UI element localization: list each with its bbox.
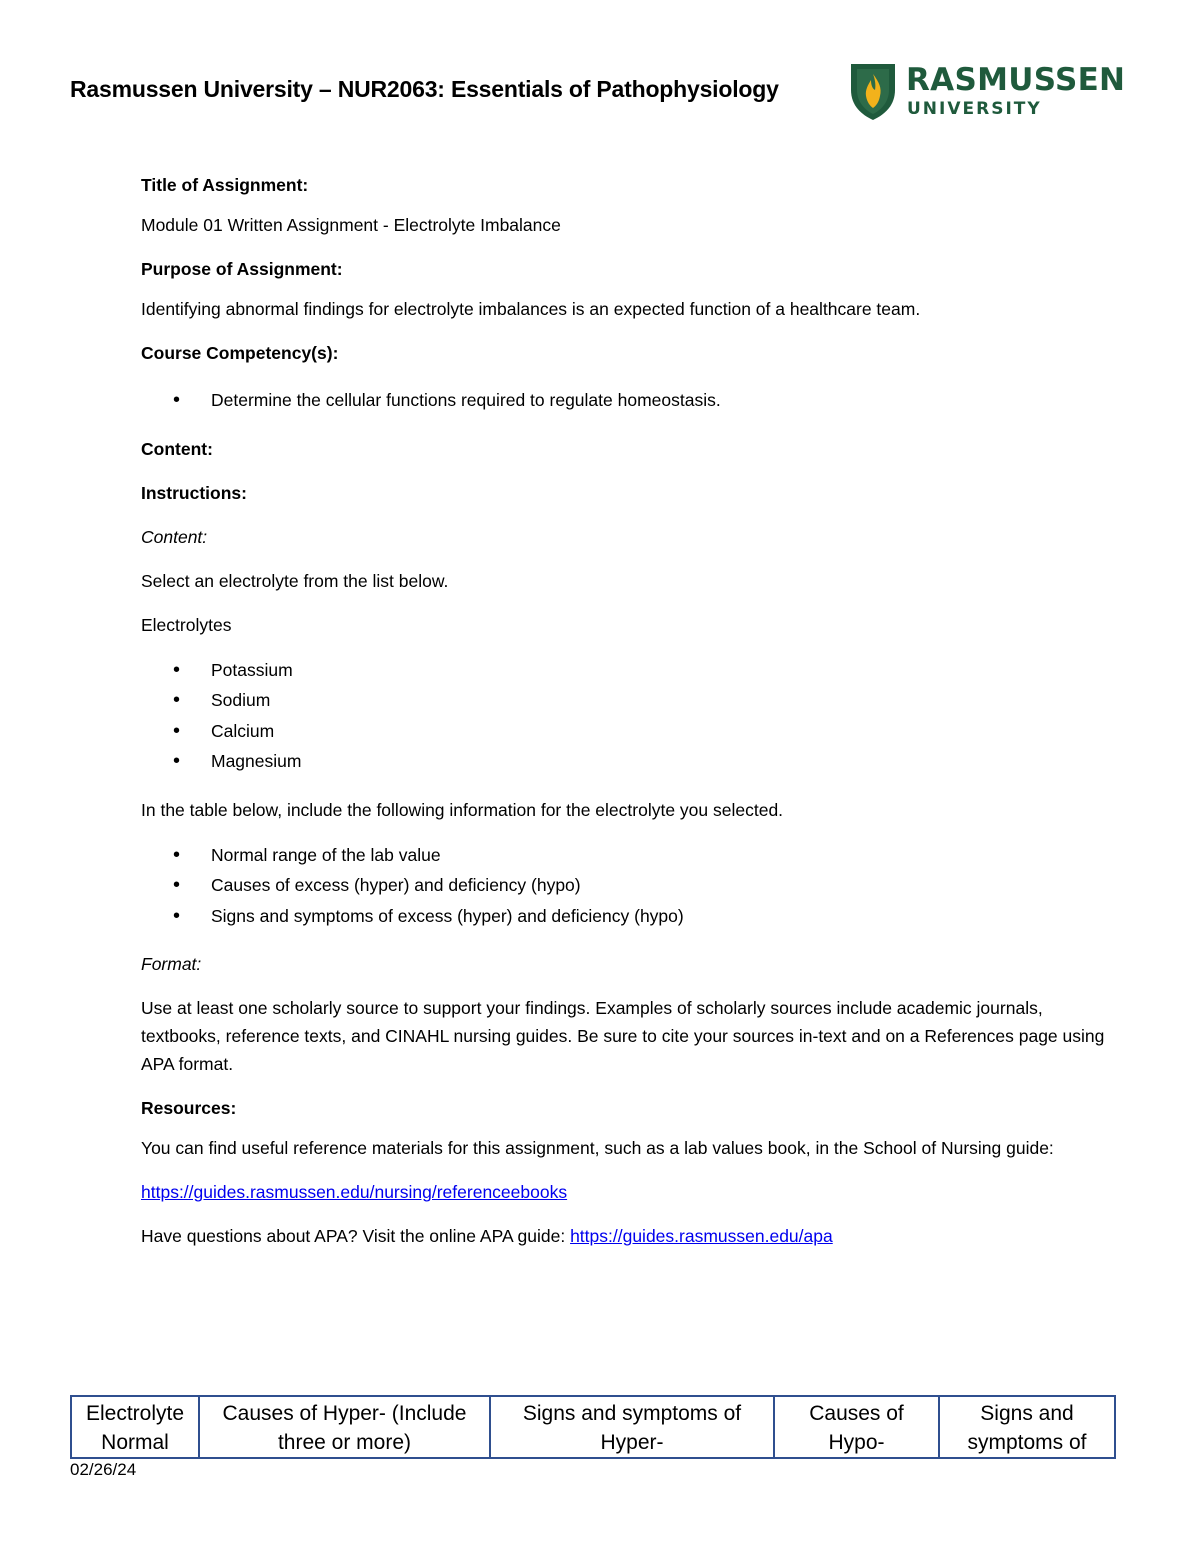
format-text: Use at least one scholarly source to support your findings. Examples of scholarly sources include academic journals, textbooks, reference texts, and CINAHL nursing guides. Be sure to cite your sources in-text and on a References page using APA format. <box>141 998 1105 1074</box>
apa-paragraph <box>141 1222 1116 1250</box>
table-header-cell: Causes of Hypo- <box>774 1396 939 1458</box>
resources-paragraph <box>141 1178 1116 1206</box>
list-item: • Signs and symptoms of excess (hyper) and deficiency (hypo) <box>141 901 1116 932</box>
apa-text: Have questions about APA? Visit the online APA guide: <box>141 1226 571 1246</box>
content-heading: Content: <box>141 438 213 459</box>
list-item: • Calcium <box>141 716 1116 747</box>
assignment-title: Module 01 Written Assignment - Electrolyte Imbalance <box>141 215 561 235</box>
table-header-cell: Signs and symptoms of <box>939 1396 1115 1458</box>
shield-flame-icon <box>848 60 898 122</box>
list-item: • Causes of excess (hyper) and deficiency (hypo) <box>141 870 1116 901</box>
electrolyte-list <box>141 655 1116 777</box>
electrolyte-table <box>70 1395 1116 1459</box>
list-item: • Sodium <box>141 685 1116 716</box>
purpose-heading: Purpose of Assignment: <box>141 259 343 279</box>
university-logo <box>848 60 1128 124</box>
resources-text: You can find useful reference materials for this assignment, such as a lab values book, in the School of Nursing guide: <box>141 1138 1054 1158</box>
title-heading: Title of Assignment: <box>141 175 309 195</box>
requirements-list <box>141 840 1116 932</box>
page-header-title: Rasmussen University – NUR2063: Essentials of Pathophysiology <box>70 76 779 102</box>
format-label: Format: <box>141 954 202 974</box>
competency-list <box>141 385 1116 416</box>
electrolytes-label: Electrolytes <box>141 614 232 635</box>
list-item: • Magnesium <box>141 746 1116 777</box>
footer-date: 02/26/24 <box>70 1460 137 1479</box>
content-label: Content: <box>141 526 208 547</box>
list-item: • Potassium <box>141 655 1116 686</box>
table-intro: In the table below, include the following information for the electrolyte you selected. <box>141 799 784 820</box>
table-header-cell: Signs and symptoms of Hyper- <box>490 1396 774 1458</box>
resources-link[interactable]: https://guides.rasmussen.edu/nursing/referenceebooks <box>141 1182 568 1202</box>
instructions-heading: Instructions: <box>141 482 247 503</box>
select-instruction: Select an electrolyte from the list below. <box>141 570 449 591</box>
logo-subtitle: UNIVERSITY <box>907 99 1042 119</box>
resources-heading: Resources: <box>141 1098 237 1118</box>
table-header-cell: Electrolyte Normal <box>71 1396 199 1458</box>
list-item: • Normal range of the lab value <box>141 840 1116 871</box>
table-header-cell: Causes of Hyper- (Include three or more) <box>199 1396 490 1458</box>
competency-heading: Course Competency(s): <box>141 343 339 363</box>
table-header-row <box>71 1396 1115 1458</box>
list-item: • Determine the cellular functions required to regulate homeostasis. <box>141 385 1116 416</box>
assignment-body <box>141 171 1116 1266</box>
logo-wordmark: RASMUSSEN <box>906 62 1126 98</box>
purpose-text: Identifying abnormal findings for electrolyte imbalances is an expected function of a healthcare team. <box>141 299 921 319</box>
apa-link[interactable]: https://guides.rasmussen.edu/apa <box>570 1226 833 1246</box>
